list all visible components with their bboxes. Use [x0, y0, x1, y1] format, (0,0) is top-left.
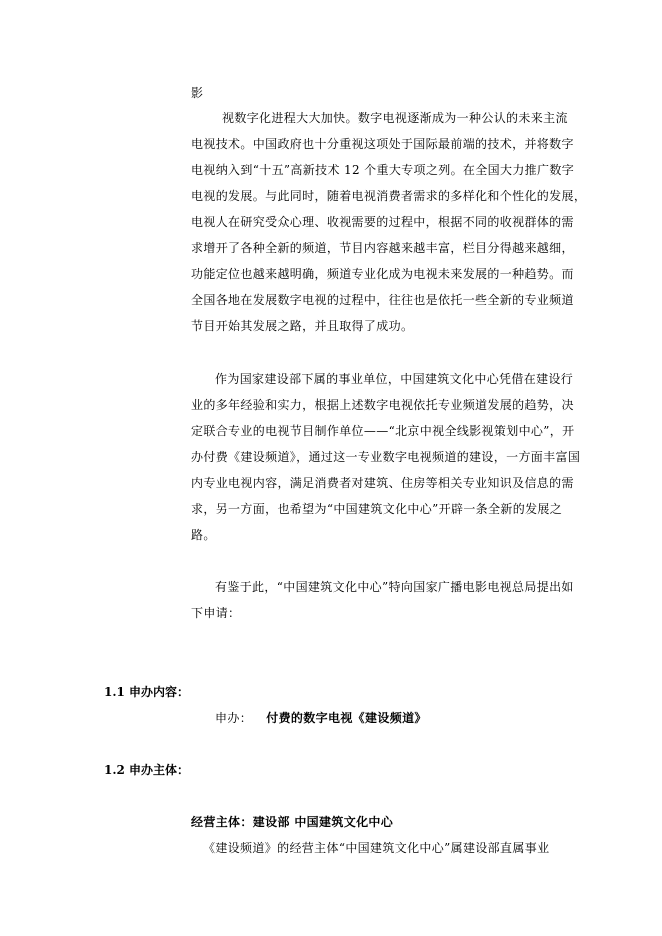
apply-label: 申办： — [215, 711, 253, 725]
para1-line: 节目开始其发展之路，并且取得了成功。 — [191, 319, 414, 333]
top-char: 影 — [191, 86, 204, 100]
para2-line: 作为国家建设部下属的事业单位，中国建筑文化中心凭借在建设行 — [215, 372, 574, 386]
para1-line: 视数字化进程大大加快。数字电视逐渐成为一种公认的未来主流 — [222, 111, 568, 125]
para1-line: 电视纳入到“十五”高新技术 12 个重大专项之列。在全国大力推广数字 — [191, 163, 575, 177]
para1-line: 求增开了各种全新的频道，节目内容越来越丰富，栏目分得越来越细， — [191, 241, 574, 255]
para3-line: 下申请： — [191, 606, 241, 620]
apply-row — [215, 710, 427, 726]
para1-line: 电视技术。中国政府也十分重视这项处于国际最前端的技术，并将数字 — [191, 137, 574, 151]
section-heading-1-2: 1.2 申办主体： — [104, 763, 190, 777]
section-heading-1-1: 1.1 申办内容： — [104, 685, 190, 699]
para1-line: 功能定位也越来越明确，频道专业化成为电视未来发展的一种趋势。而 — [191, 267, 574, 281]
para1-line: 电视人在研究受众心理、收视需要的过程中，根据不同的收视群体的需 — [191, 215, 574, 229]
para1-line: 全国各地在发展数字电视的过程中，往往也是依托一些全新的专业频道 — [191, 293, 574, 307]
para2-line: 求，另一方面，也希望为“中国建筑文化中心”开辟一条全新的发展之 — [191, 502, 563, 516]
para3-line: 有鉴于此，“中国建筑文化中心”特向国家广播电影电视总局提出如 — [215, 580, 574, 594]
operator-subheading: 经营主体：建设部 中国建筑文化中心 — [191, 815, 394, 829]
operator-body-line: 《建设频道》的经营主体“中国建筑文化中心”属建设部直属事业 — [203, 841, 550, 855]
para1-line: 电视的发展。与此同时，随着电视消费者需求的多样化和个性化的发展， — [191, 189, 587, 203]
para2-line: 内专业电视内容，满足消费者对建筑、住房等相关专业知识及信息的需 — [191, 476, 574, 490]
para2-line: 路。 — [191, 528, 216, 542]
para2-line: 业的多年经验和实力，根据上述数字电视依托专业频道发展的趋势，决 — [191, 398, 574, 412]
apply-value: 付费的数字电视《建设频道》 — [266, 711, 427, 725]
para2-line: 定联合专业的电视节目制作单位——“北京中视全线影视策划中心”，开 — [191, 424, 575, 438]
para2-line: 办付费《建设频道》，通过这一专业数字电视频道的建设，一方面丰富国 — [191, 450, 581, 464]
